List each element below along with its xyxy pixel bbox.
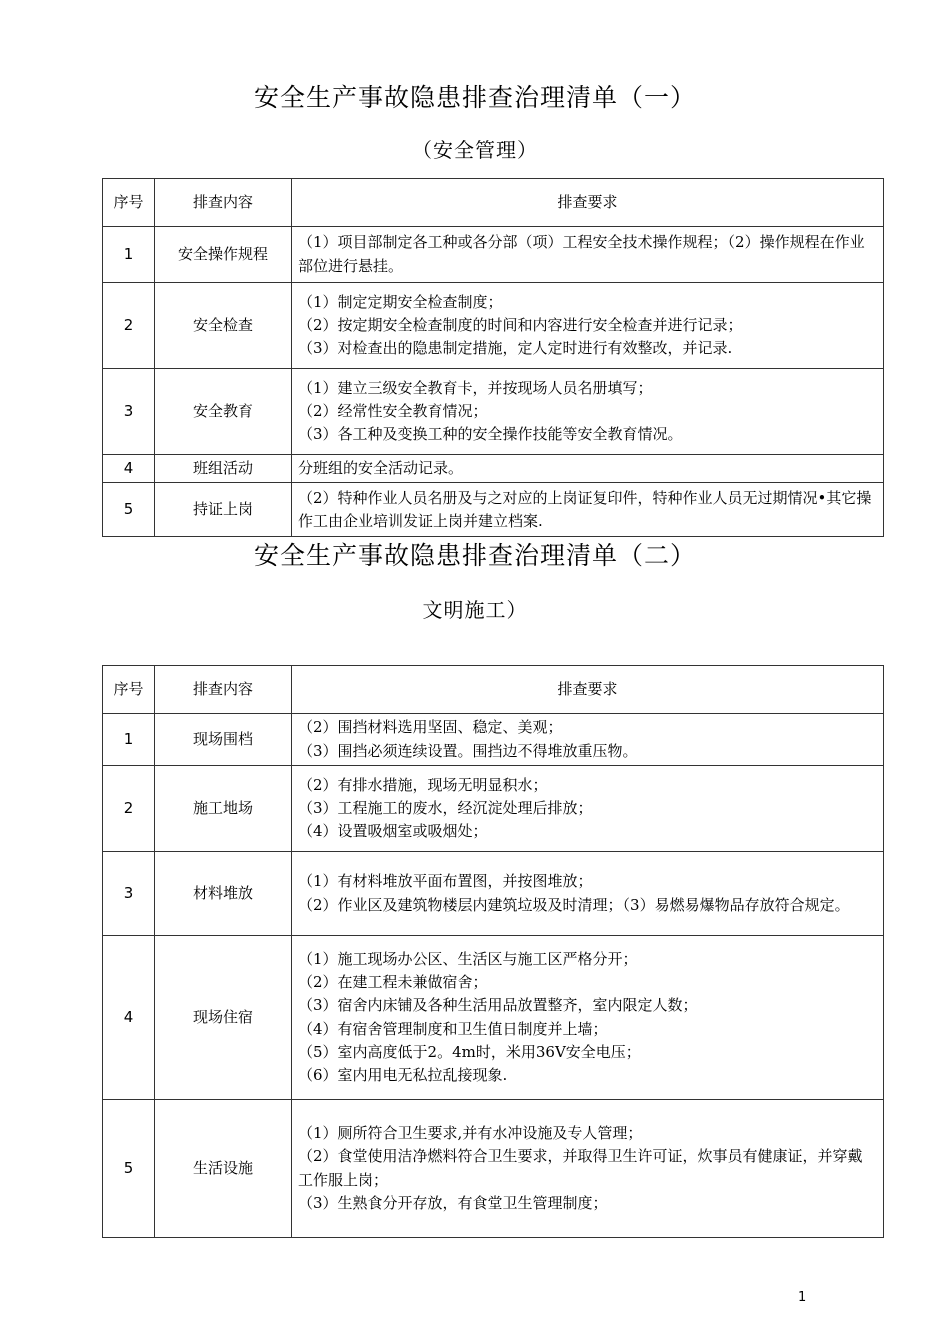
requirement-line: （4）有宿舍管理制度和卫生值日制度并上墙； — [298, 1019, 608, 1038]
header-no: 序号 — [103, 666, 155, 714]
row-item: 班组活动 — [155, 455, 292, 483]
row-item: 生活设施 — [155, 1100, 292, 1238]
section2-subtitle: 文明施工） — [422, 598, 528, 622]
row-requirements — [292, 852, 884, 936]
table-row — [103, 455, 884, 483]
requirement-line: （3）工程施工的废水，经沉淀处理后排放； — [298, 798, 593, 817]
table-row — [103, 936, 884, 1100]
row-requirements — [292, 283, 884, 369]
section1-subtitle: （安全管理） — [412, 138, 538, 162]
row-number: 3 — [103, 369, 155, 455]
requirement-line: （3）围挡必须连续设置。围挡边不得堆放重压物。 — [298, 741, 638, 760]
row-number: 4 — [103, 936, 155, 1100]
requirement-line: （2）在建工程未兼做宿舍； — [298, 973, 488, 991]
header-requirement: 排查要求 — [292, 666, 884, 714]
table-row — [103, 766, 884, 852]
row-number: 3 — [103, 852, 155, 936]
requirement-line: 分班组的安全活动记录。 — [298, 459, 464, 477]
requirement-line: （5）室内高度低于2。4m时，米用36V安全电压； — [298, 1042, 641, 1061]
requirement-line: （2）作业区及建筑物楼层内建筑垃圾及时清理；（3）易燃易爆物品存放符合规定。 — [298, 895, 850, 914]
row-item: 持证上岗 — [155, 483, 292, 537]
requirement-line: （2）经常性安全教育情况； — [298, 401, 488, 420]
row-number: 1 — [103, 714, 155, 766]
row-number: 4 — [103, 455, 155, 483]
section1-table — [102, 178, 884, 537]
requirement-line: （2）围挡材料选用坚固、稳定、美观； — [298, 718, 563, 737]
table-row — [103, 483, 884, 537]
row-item: 现场围档 — [155, 714, 292, 766]
requirement-line: （2）食堂使用洁净燃料符合卫生要求，并取得卫生许可证，炊事员有健康证，并穿戴工作服上岗； — [298, 1147, 863, 1189]
row-number: 1 — [103, 227, 155, 283]
row-item: 安全操作规程 — [155, 227, 292, 283]
section1-title: 安全生产事故隐患排查治理清单（一） — [253, 83, 696, 112]
requirement-line: （3）生熟食分开存放，有食堂卫生管理制度； — [298, 1193, 608, 1212]
requirement-line: （1）有材料堆放平面布置图，并按图堆放； — [298, 872, 593, 891]
table-row — [103, 1100, 884, 1238]
requirement-line: （2）有排水措施，现场无明显积水； — [298, 775, 548, 794]
table-header-row — [103, 666, 884, 714]
row-number: 5 — [103, 1100, 155, 1238]
row-requirements — [292, 714, 884, 766]
requirement-line: （3）宿舍内床铺及各种生活用品放置整齐，室内限定人数； — [298, 996, 698, 1015]
row-number: 2 — [103, 766, 155, 852]
table-header-row — [103, 179, 884, 227]
header-requirement: 排查要求 — [292, 179, 884, 227]
row-requirements — [292, 455, 884, 483]
row-number: 5 — [103, 483, 155, 537]
header-no: 序号 — [103, 179, 155, 227]
section2-title: 安全生产事故隐患排查治理清单（二） — [253, 541, 696, 570]
section2-table — [102, 665, 884, 1238]
table-row — [103, 714, 884, 766]
requirement-line: （6）室内用电无私拉乱接现象. — [298, 1066, 508, 1084]
table-row — [103, 227, 884, 283]
table-row — [103, 283, 884, 369]
requirement-line: （1）项目部制定各工种或各分部（项）工程安全技术操作规程；（2）操作规程在作业部位进行悬挂。 — [298, 233, 865, 275]
requirement-line: （3）各工种及变换工种的安全操作技能等安全教育情况。 — [298, 425, 683, 444]
row-item: 安全检查 — [155, 283, 292, 369]
header-item: 排查内容 — [155, 179, 292, 227]
row-requirements — [292, 369, 884, 455]
row-number: 2 — [103, 283, 155, 369]
requirement-line: （1）厕所符合卫生要求,并有水冲设施及专人管理； — [298, 1124, 643, 1142]
row-requirements — [292, 766, 884, 852]
header-item: 排查内容 — [155, 666, 292, 714]
requirement-line: （2）按定期安全检查制度的时间和内容进行安全检查并进行记录； — [298, 315, 743, 334]
requirement-line: （1）施工现场办公区、生活区与施工区严格分开； — [298, 949, 638, 968]
row-requirements — [292, 483, 884, 537]
section2-table-body — [103, 714, 884, 1238]
row-requirements — [292, 227, 884, 283]
requirement-line: （1）建立三级安全教育卡，并按现场人员名册填写； — [298, 378, 653, 397]
table-row — [103, 852, 884, 936]
row-item: 现场住宿 — [155, 936, 292, 1100]
section1-table-body — [103, 227, 884, 537]
row-item: 施工地场 — [155, 766, 292, 852]
requirement-line: （1）制定定期安全检查制度； — [298, 292, 503, 311]
row-item: 安全教育 — [155, 369, 292, 455]
row-requirements — [292, 936, 884, 1100]
page-number: 1 — [798, 1290, 807, 1305]
row-requirements — [292, 1100, 884, 1238]
requirement-line: （2）特种作业人员名册及与之对应的上岗证复印件，特种作业人员无过期情况•其它操作工由企业培训发证上岗并建立档案. — [298, 488, 872, 530]
row-item: 材料堆放 — [155, 852, 292, 936]
table-row — [103, 369, 884, 455]
requirement-line: （3）对检查出的隐患制定措施，定人定时进行有效整改，并记录. — [298, 339, 733, 358]
requirement-line: （4）设置吸烟室或吸烟处； — [298, 822, 488, 841]
